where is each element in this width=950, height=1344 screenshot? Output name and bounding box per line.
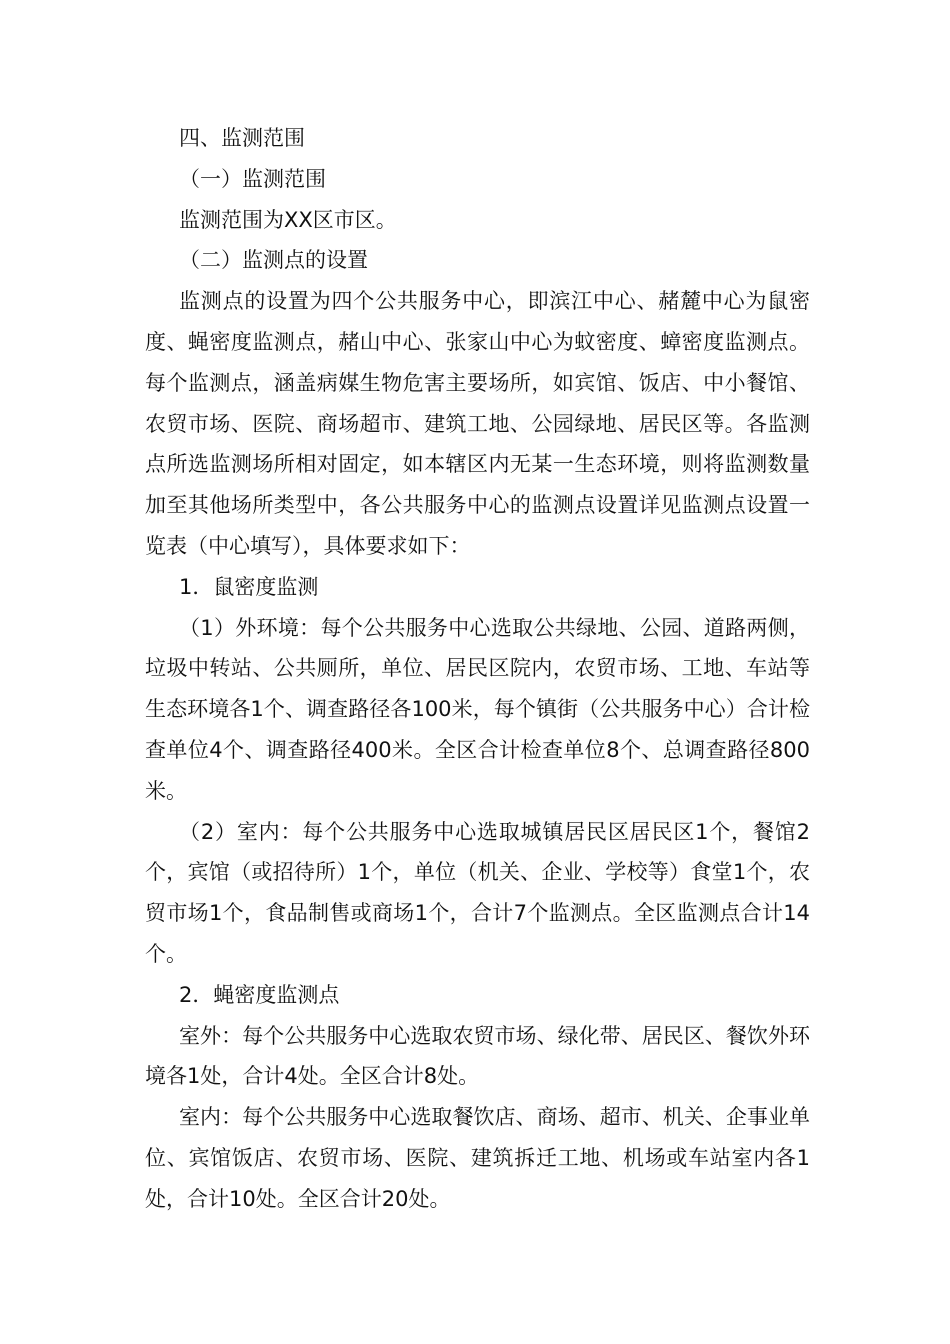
body-paragraph: 监测点的设置为四个公共服务中心，即滨江中心、赭麓中心为鼠密度、蝇密度监测点，赭山中心、张家山中心为蚊密度、蟑密度监测点。每个监测点，涵盖病媒生物危害主要场所，如宾馆、饭店、中小餐馆、农贸市场、医院、商场超市、建筑工地、公园绿地、居民区等。各监测点所选监测场所相对固定，如本辖区内无某一生态环境，则将监测数量加至其他场所类型中，各公共服务中心的监测点设置详见监测点设置一览表（中心填写），具体要求如下：	[145, 289, 810, 558]
document-body	[145, 118, 810, 1220]
body-paragraph: 室内：每个公共服务中心选取餐饮店、商场、超市、机关、企事业单位、宾馆饭店、农贸市场、医院、建筑拆迁工地、机场或车站室内各1处，合计10处。全区合计20处。	[145, 1105, 810, 1211]
body-paragraph: 室外：每个公共服务中心选取农贸市场、绿化带、居民区、餐饮外环境各1处，合计4处。全区合计8处。	[145, 1023, 810, 1089]
subsection-heading: （二）监测点的设置	[179, 248, 368, 273]
item-heading: 2．蝇密度监测点	[179, 982, 340, 1007]
body-paragraph: 监测范围为XX区市区。	[179, 207, 397, 232]
subsection-heading: （一）监测范围	[179, 166, 326, 191]
item-heading: 1．鼠密度监测	[179, 574, 319, 599]
body-paragraph: （1）外环境：每个公共服务中心选取公共绿地、公园、道路两侧，垃圾中转站、公共厕所，单位、居民区院内，农贸市场、工地、车站等生态环境各1个、调查路径各100米，每个镇街（公共服务中心）合计检查单位4个、调查路径400米。全区合计检查单位8个、总调查路径800米。	[145, 615, 810, 803]
section-heading: 四、监测范围	[179, 126, 305, 150]
body-paragraph: （2）室内：每个公共服务中心选取城镇居民区居民区1个，餐馆2个，宾馆（或招待所）1个，单位（机关、企业、学校等）食堂1个，农贸市场1个，食品制售或商场1个，合计7个监测点。全区监测点合计14个。	[145, 819, 810, 966]
